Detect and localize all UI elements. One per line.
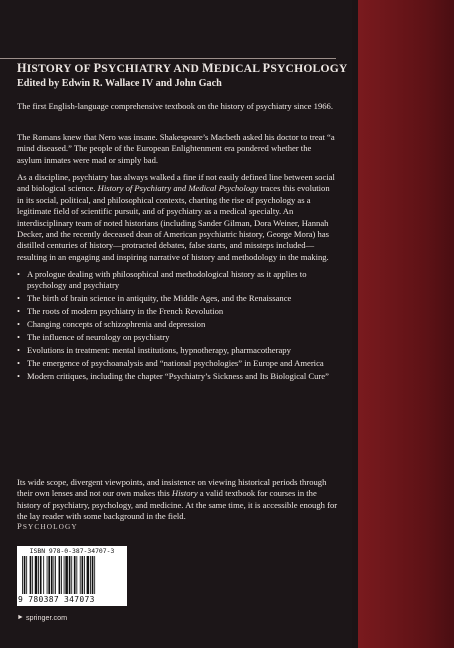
- list-item: • The influence of neurology on psychiatry: [17, 332, 170, 343]
- bullet-icon: •: [17, 306, 21, 317]
- features-list: [17, 269, 338, 384]
- category-label: PSYCHOLOGY: [17, 521, 78, 531]
- editors-line: Edited by Edwin R. Wallace IV and John Gach: [17, 78, 222, 89]
- bullet-icon: •: [17, 332, 21, 343]
- cover-side-band: [358, 0, 454, 648]
- discipline-paragraph: As a discipline, psychiatry has always walked a fine if not easily defined line between social and biological science. History of Psychiatry and Medical Psychology traces this evolution in its social, political, and philosophical contexts, charting the rise of psychology as a legitimate field of scientific pursuit, and of psychiatry as a medical specialty. An interdisciplinary team of noted historians (including Sander Gilman, Dora Weiner, Hannah Decker, and the recently deceased dean of American psychiatric history, George Mora) has distilled centuries of history—protracted debates, false starts, and missteps included—resulting in an engaging and inspiring narrative of history and methodology in the making.: [17, 172, 335, 262]
- list-item: • A prologue dealing with philosophical and methodological history as it applies to psychology and psychiatry: [17, 269, 307, 291]
- list-item: • Evolutions in treatment: mental institutions, hypnotherapy, pharmacotherapy: [17, 345, 291, 356]
- bullet-icon: •: [17, 293, 21, 304]
- history-italic: History: [171, 488, 198, 499]
- list-item: • The birth of brain science in antiquity, the Middle Ages, and the Renaissance: [17, 293, 292, 304]
- publisher-name: springer.com: [25, 613, 68, 622]
- bullet-icon: •: [17, 345, 21, 356]
- list-item: • Modern critiques, including the chapter “Psychiatry’s Sickness and Its Biological Cure”: [17, 371, 329, 382]
- barcode-number: 9 780387 347073: [18, 595, 95, 604]
- scope-paragraph: Its wide scope, divergent viewpoints, and insistence on viewing historical periods through their own lenses and not our own makes this History a valid textbook for courses in the history of psychiatry, psychology, and medicine. At the same time, it is accessible enough for the lay reader with some background in the field.: [17, 477, 338, 522]
- arrow-right-icon: ►: [17, 614, 24, 621]
- isbn-label: ISBN 978-0-387-34707-3: [29, 547, 115, 555]
- intro-paragraph: The first English-language comprehensive textbook on the history of psychiatry since 1966.: [17, 101, 333, 111]
- bullet-icon: •: [17, 371, 21, 382]
- isbn-barcode: [17, 546, 127, 606]
- list-item: • The emergence of psychoanalysis and “national psychologies” in Europe and America: [17, 358, 324, 369]
- book-title: HISTORY OF PSYCHIATRY AND MEDICAL PSYCHOLOGY: [17, 61, 348, 75]
- book-title-italic: History of Psychiatry and Medical Psychology: [97, 183, 259, 194]
- romans-paragraph: The Romans knew that Nero was insane. Shakespeare’s Macbeth asked his doctor to treat “a mind diseased.” The people of the European Enlightenment era pondered whether the asylum inmates were mad or simply bad.: [17, 132, 335, 165]
- publisher-url[interactable]: [17, 613, 67, 622]
- bullet-icon: •: [17, 319, 21, 330]
- barcode-bars: [20, 556, 124, 594]
- list-item: • Changing concepts of schizophrenia and depression: [17, 319, 206, 330]
- bullet-icon: •: [17, 358, 21, 369]
- bullet-icon: •: [17, 269, 21, 279]
- list-item: • The roots of modern psychiatry in the French Revolution: [17, 306, 224, 317]
